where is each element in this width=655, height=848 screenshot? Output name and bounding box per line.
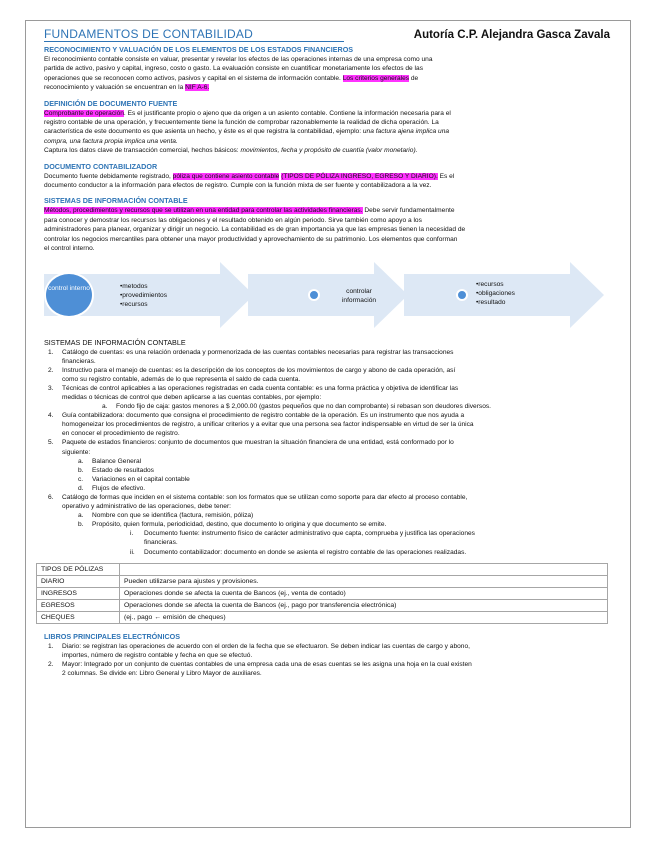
author-name: Autoría C.P. Alejandra Gasca Zavala (413, 29, 610, 41)
section-libros (44, 632, 610, 678)
list-item (44, 548, 610, 557)
table-row (37, 599, 608, 611)
paragraph-line: administradores para planear, organizar y dirigir un negocio. La contabilidad es de gran importancia ya que las empresas tienen la necesidad de (44, 226, 466, 234)
bullet-circle-3 (456, 289, 468, 301)
item-line: Diario: se registran las operaciones de acuerdo con el orden de la fecha que se efectuaron. Se deben indicar las cuentas de cargo y abono, (62, 642, 470, 650)
section-reconocimiento (44, 45, 610, 93)
list-item (44, 457, 610, 466)
paragraph-line (44, 74, 610, 83)
process-item: •provedimientos (120, 291, 168, 299)
item-number: 2. (48, 366, 54, 374)
text: Documento fuente debidamente registrado, (44, 172, 173, 180)
table-cell-value: Operaciones donde se afecta la cuenta de Bancos (ej., venta de contado) (120, 587, 608, 599)
process-item: •recursos (120, 300, 148, 308)
item-number: 6. (48, 494, 54, 501)
paragraph-line (44, 83, 610, 92)
table-cell-key: INGRESOS (37, 587, 120, 599)
list-item (44, 660, 610, 678)
paragraph-line: para conocer y demostrar los recursos las obligaciones y el resultado obtenido en algún periodo. Sirve también como apoyo a los (44, 216, 422, 224)
item-line: importes, número de registro contable y fecha en que se efectuó. (62, 651, 253, 659)
item-line: Catálogo de formas que inciden en el sistema contable: son los formatos que se utilizan como soporte para dar efecto al proceso contable, (62, 494, 468, 501)
list-item (44, 384, 610, 402)
paragraph-line: El reconocimiento contable consiste en valuar, presentar y revelar los efectos de las operaciones internas de una empresa como una (44, 56, 433, 63)
item-number: i. (130, 530, 134, 538)
section-title: DEFINICIÓN DE DOCUMENTO FUENTE (44, 98, 178, 108)
section-documento-contabilizador (44, 162, 610, 191)
paragraph-line (44, 109, 610, 118)
item-number: 4. (48, 412, 54, 420)
item-text (62, 385, 458, 401)
section-title: SISTEMAS DE INFORMACIÓN CONTABLE (44, 196, 188, 206)
section-sistemas-informacion (44, 196, 610, 253)
highlight: Comprobante de operación (44, 109, 124, 117)
item-text: Balance General (92, 457, 142, 465)
section-documento-fuente (44, 99, 610, 156)
list-item (44, 466, 610, 475)
item-number: a. (78, 512, 84, 520)
text: . Es el justificante propio o ajeno que da origen a un asiento contable. Contiene la información necesaria para el (123, 109, 451, 117)
section-sistemas-lista (44, 338, 610, 557)
list-item (44, 411, 610, 438)
table-cell-key: CHEQUES (37, 611, 120, 623)
item-line: Guía contabilizadora: documento que consigna el procedimiento de registro contable de la operación. Es un instrumento que nos ayuda a (62, 412, 465, 420)
italic-text: una factura ajena implica una (362, 128, 450, 136)
italic-text: movimientos, fecha y propósito de cuantía (valor monetario). (240, 147, 418, 155)
text: reconocimiento y valuación se encuentran en la (44, 84, 186, 92)
item-number: 3. (48, 384, 54, 392)
item-line: en conocer el procedimiento de registro. (62, 430, 180, 438)
item-number: 1. (48, 348, 54, 356)
table-cell (120, 563, 608, 575)
paragraph-line (44, 206, 610, 215)
highlight: NIF A-6. (185, 84, 210, 92)
paragraph-line (44, 137, 610, 146)
list-item (44, 493, 610, 511)
table-cell-value: (ej., pago ← emisión de cheques) (120, 611, 608, 623)
item-line: medidas o técnicas de control que deben aplicarse a las cuentas contables, por ejemplo: (62, 393, 322, 401)
item-text: Estado de resultados (92, 466, 154, 474)
item-text (62, 439, 454, 455)
item-line: Documento fuente: instrumento físico de carácter administrativo que capta, comprueba y justifica las operaciones (144, 530, 475, 538)
table-body (37, 575, 608, 623)
list-item (44, 511, 610, 520)
paragraph-line: el control interno. (44, 245, 95, 253)
item-line: operativo y administrativo de las operaciones, debe tener: (62, 503, 231, 511)
numbered-list (44, 348, 610, 557)
text: característica de este documento es que asienta un hecho, y éste es el que registra la contabilidad, ejemplo: (44, 128, 363, 136)
item-number: b. (78, 521, 84, 529)
bullet-circle-2 (308, 289, 320, 301)
list-item (44, 475, 610, 484)
control-interno-label: control interno (48, 284, 90, 292)
text: operaciones que se reconocen como activos, pasivos y capital en el sistema de información contable. (44, 74, 343, 82)
process-item: •obligaciones (476, 289, 515, 297)
highlight: Métodos, procedimientos y recursos que se utilizan en una entidad para controlar las actividades financieras. (44, 207, 363, 215)
list-item (44, 348, 610, 366)
table-cell-value: Pueden utilizarse para ajustes y provisiones. (120, 575, 608, 587)
item-text: Flujos de efectivo. (92, 484, 146, 492)
item-line: siguiente: (62, 448, 91, 456)
section-title: SISTEMAS DE INFORMACIÓN CONTABLE (44, 337, 186, 347)
paragraph-line (44, 146, 610, 155)
process-item: •recursos (476, 280, 504, 288)
paragraph-line (44, 127, 610, 136)
item-text (62, 412, 474, 437)
paragraph-line (44, 172, 610, 181)
highlight: póliza que contiene asiento contable (172, 172, 280, 180)
item-number: 2. (48, 660, 54, 668)
item-text: Variaciones en el capital contable (92, 475, 190, 483)
item-text (62, 661, 472, 677)
item-line: Catálogo de cuentas: es una relación ordenada y pormenorizada de las cuentas contables necesarias para registrar las transacciones (62, 348, 454, 356)
item-line: Mayor: Integrado por un conjunto de cuentas contables de una empresa cada una de esas cuentas se les asigna una hoja en la cual existen (62, 660, 472, 668)
item-text: Fondo fijo de caja: gastos menores a $ 2,000.00 (gastos pequeños que no dan comprobante) si rebasan son deudores diversos. (116, 403, 491, 411)
item-number: c. (78, 475, 84, 483)
item-number: 1. (48, 642, 54, 650)
process-items-3 (476, 280, 515, 307)
item-line: Documento contabilizador: documento en donde se asienta el registro contable de las operaciones realizadas. (144, 548, 467, 556)
section-title: RECONOCIMIENTO Y VALUACIÓN DE LOS ELEMENTOS DE LOS ESTADOS FINANCIEROS (44, 45, 354, 54)
item-line: Paquete de estados financieros: conjunto de documentos que muestran la situación financiera de una entidad, está conformado por lo (62, 439, 454, 447)
page-header (44, 24, 610, 42)
highlight: (TIPOS DE PÓLIZA INGRESO, EGRESO Y DIARIO). (281, 172, 438, 180)
item-line: como su registro contable, además de lo que representa el saldo de cada cuenta. (62, 375, 301, 383)
item-text (62, 643, 470, 659)
item-number: a. (102, 403, 108, 411)
item-line: financieras. (62, 357, 96, 365)
item-text (144, 530, 475, 546)
table-title: TIPOS DE PÓLIZAS (37, 563, 120, 575)
item-line: homogeneizar los procedimientos de registro, a unificar criterios y a evitar que una persona sea factor indispensable en virtud de ser la única (62, 421, 474, 429)
item-number: a. (78, 457, 84, 465)
item-number: d. (78, 484, 84, 492)
item-line: Instructivo para el manejo de cuentas: es la descripción de los conceptos de los movimientos de cargo y abono de cada operación, así (62, 366, 456, 374)
item-text (62, 349, 453, 365)
item-text (62, 494, 467, 510)
course-title: FUNDAMENTOS DE CONTABILIDAD (44, 27, 344, 42)
table-cell-value: Operaciones donde se afecta la cuenta de Bancos (ej., pago por transferencia electrónica) (120, 599, 608, 611)
text: Es el (437, 172, 455, 180)
table-row (37, 575, 608, 587)
italic-text: compra, una factura propia implica una venta. (44, 137, 178, 145)
item-line: financieras. (144, 539, 178, 547)
list-item (44, 529, 610, 547)
list-item (44, 366, 610, 384)
process-center-label: controlar información (341, 287, 377, 304)
polizas-table (36, 563, 608, 624)
text: de (409, 74, 419, 82)
table-header-row (37, 563, 608, 575)
highlight: Los criterios generales (342, 74, 410, 82)
list-item (44, 520, 610, 529)
text: Captura los datos clave de transacción comercial, hechos básicos: (44, 147, 241, 155)
control-interno-circle (44, 272, 94, 318)
section-title: DOCUMENTO CONTABILIZADOR (44, 161, 158, 171)
list-item (44, 642, 610, 660)
list-item (44, 438, 610, 456)
item-number: 5. (48, 439, 54, 447)
list-item (44, 484, 610, 493)
table-row (37, 611, 608, 623)
item-text: Nombre con que se identifica (factura, remisión, póliza) (92, 512, 254, 520)
paragraph-line: documento conductor a la información para efectos de registro. Cumple con la función mixta de ser fuente y contabilizadora a la vez. (44, 182, 432, 190)
table-cell-key: DIARIO (37, 575, 120, 587)
item-text: Propósito, quien formula, periodicidad, destino, que documento lo origina y que documento se emite. (92, 521, 387, 529)
table-cell-key: EGRESOS (37, 599, 120, 611)
item-number: ii. (130, 548, 135, 556)
process-item: •resultado (476, 298, 506, 306)
process-items-1 (120, 282, 167, 309)
item-text (62, 367, 455, 383)
numbered-list (44, 642, 610, 678)
paragraph-line: partida de activo, pasivo y capital, ingreso, costo o gasto. La evaluación consiste en cuantificar monetariamente los efectos de las (44, 65, 423, 73)
text: Debe servir fundamentalmente (362, 207, 455, 215)
process-item: •metodos (120, 282, 148, 290)
document-body (41, 24, 610, 678)
item-line: 2 columnas. Se divide en: Libro General y Libro Mayor de auxiliares. (62, 669, 262, 677)
paragraph-line: registro contable de una operación, y frecuentemente tiene la función de comprobar razonablemente la realidad de dicha operación. La (44, 119, 439, 127)
item-line: Técnicas de control aplicables a las operaciones registradas en cada cuenta contable: es una forma práctica y objetiva de identificar las (62, 384, 459, 392)
item-number: b. (78, 466, 84, 474)
list-item (44, 402, 610, 411)
item-text (144, 549, 466, 556)
table-row (37, 587, 608, 599)
process-diagram (44, 262, 610, 328)
paragraph-line: controlar los negocios mercantiles para obtener una mayor productividad y aprovechamiento de su patrimonio. Los elementos que conforman (44, 235, 458, 243)
section-title: LIBROS PRINCIPALES ELECTRÓNICOS (44, 631, 181, 641)
